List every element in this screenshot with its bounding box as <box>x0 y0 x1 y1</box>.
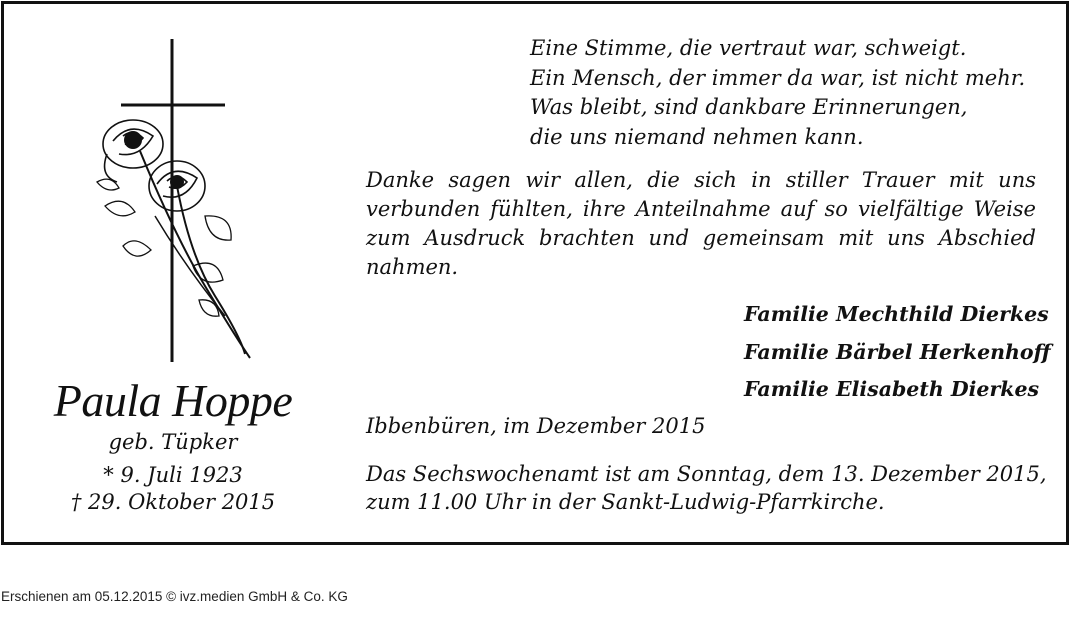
poem <box>530 34 1025 152</box>
service-line: Das Sechswochenamt ist am Sonntag, dem 13. Dezember 2015, <box>366 462 1047 486</box>
service-notice <box>366 460 1047 516</box>
family-name: Familie Mechthild Dierkes <box>744 302 1049 326</box>
family-name: Familie Elisabeth Dierkes <box>744 377 1040 401</box>
poem-line: die uns niemand nehmen kann. <box>530 124 864 149</box>
deceased-name: Paula Hoppe <box>53 375 293 426</box>
service-line: zum 11.00 Uhr in der Sankt-Ludwig-Pfarrkirche. <box>366 490 885 514</box>
poem-line: Ein Mensch, der immer da war, ist nicht mehr. <box>530 65 1026 90</box>
cross-with-roses-icon <box>95 36 265 366</box>
death-date: † 29. Oktober 2015 <box>70 490 276 514</box>
place-date: Ibbenbüren, im Dezember 2015 <box>366 414 706 438</box>
maiden-name: geb. Tüpker <box>108 430 238 454</box>
family-signatures <box>744 296 1051 409</box>
poem-line: Was bleibt, sind dankbare Erinnerungen, <box>530 95 968 119</box>
thanks-paragraph: Danke sagen wir allen, die sich in stiller Trauer mit uns verbunden fühlten, ihre Anteilnahme auf so vielfältige Weise zum Ausdruck brachten und gemeinsam mit uns Abschied nahmen. <box>366 168 1036 279</box>
poem-line: Eine Stimme, die vertraut war, schweigt. <box>530 36 967 60</box>
birth-date: * 9. Juli 1923 <box>103 463 243 487</box>
publication-footer: Erschienen am 05.12.2015 © ivz.medien GmbH & Co. KG <box>1 589 348 604</box>
family-name: Familie Bärbel Herkenhoff <box>744 339 1051 364</box>
